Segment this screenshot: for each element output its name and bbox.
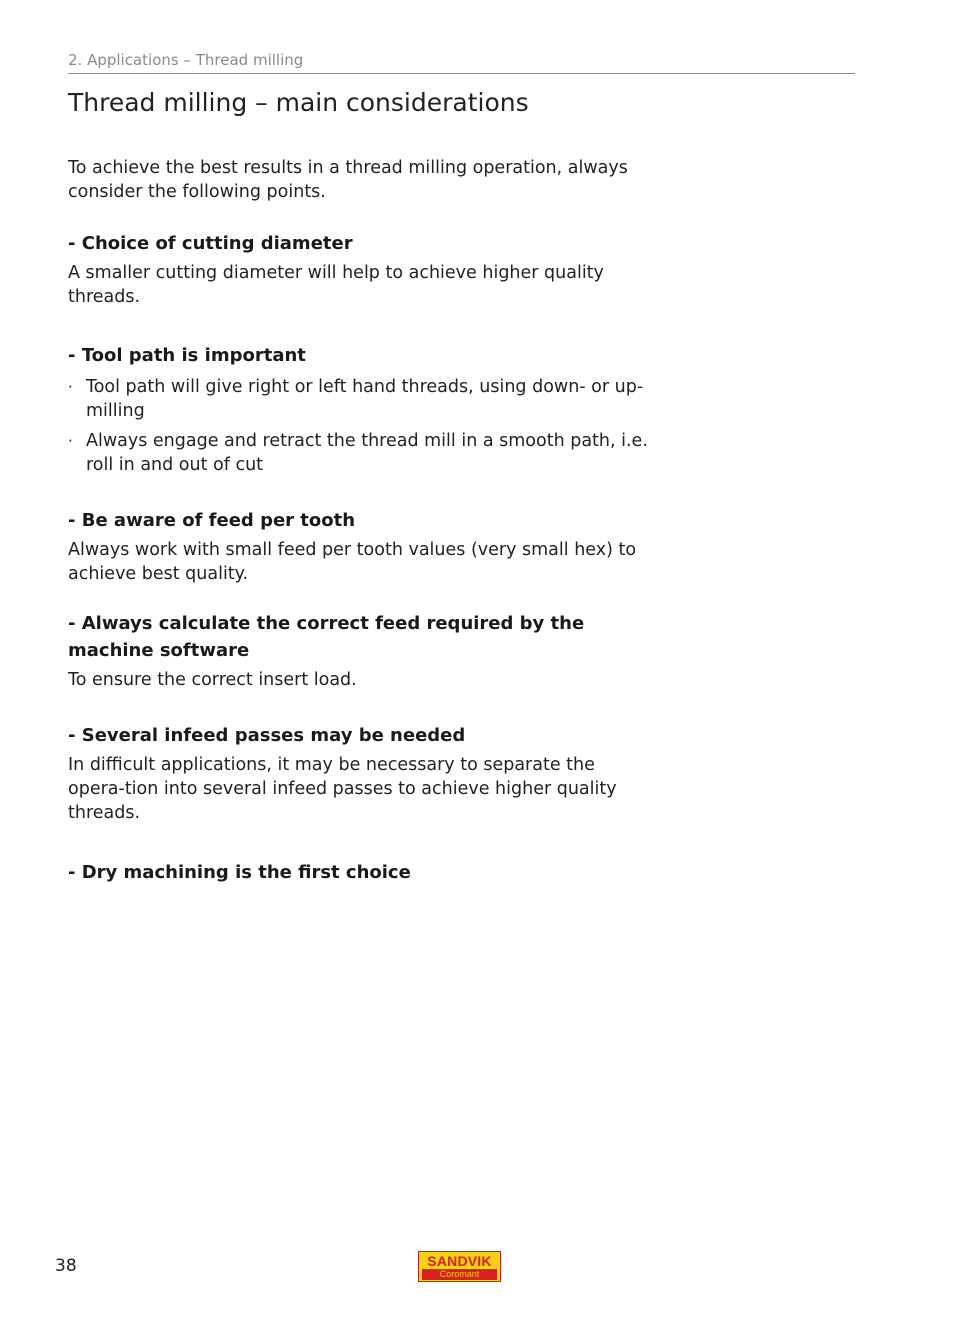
sandvik-coromant-logo xyxy=(418,1251,501,1282)
section-infeed-passes xyxy=(68,722,648,825)
section-heading: - Tool path is important xyxy=(68,345,306,366)
page-header xyxy=(68,50,855,74)
list-item xyxy=(68,429,648,477)
section-text: In difficult applications, it may be necessary to separate the opera-tion into several infeed passes to achieve higher quality threads. xyxy=(68,755,617,823)
section-calculate-feed xyxy=(68,610,648,692)
intro-paragraph: To achieve the best results in a thread milling operation, always consider the following points. xyxy=(68,158,628,202)
bullet-icon: · xyxy=(68,378,73,396)
section-feed-per-tooth xyxy=(68,507,648,586)
page-title: Thread milling – main considerations xyxy=(68,88,529,117)
bullet-list xyxy=(68,375,648,477)
section-heading: - Always calculate the correct feed required by the machine software xyxy=(68,613,585,661)
section-heading: - Dry machining is the first choice xyxy=(68,862,411,883)
bullet-icon: · xyxy=(68,432,73,450)
list-item-text: Always engage and retract the thread mill in a smooth path, i.e. roll in and out of cut xyxy=(86,431,648,475)
list-item-text: Tool path will give right or left hand threads, using down- or up-milling xyxy=(86,377,644,421)
page-number: 38 xyxy=(55,1256,77,1276)
main-content xyxy=(68,156,648,886)
breadcrumb: 2. Applications – Thread milling xyxy=(68,51,304,69)
section-tool-path xyxy=(68,342,648,477)
section-heading: - Be aware of feed per tooth xyxy=(68,510,356,531)
section-dry-machining xyxy=(68,859,648,886)
section-heading: - Several infeed passes may be needed xyxy=(68,725,466,746)
section-text: To ensure the correct insert load. xyxy=(68,670,357,690)
section-text: A smaller cutting diameter will help to achieve higher quality threads. xyxy=(68,263,604,307)
section-heading: - Choice of cutting diameter xyxy=(68,233,353,254)
logo-brand-text: SANDVIK xyxy=(427,1253,492,1269)
section-cutting-diameter xyxy=(68,230,648,309)
section-text: Always work with small feed per tooth values (very small hex) to achieve best quality. xyxy=(68,540,637,584)
logo-sub-text: Coromant xyxy=(422,1269,497,1280)
list-item xyxy=(68,375,648,423)
